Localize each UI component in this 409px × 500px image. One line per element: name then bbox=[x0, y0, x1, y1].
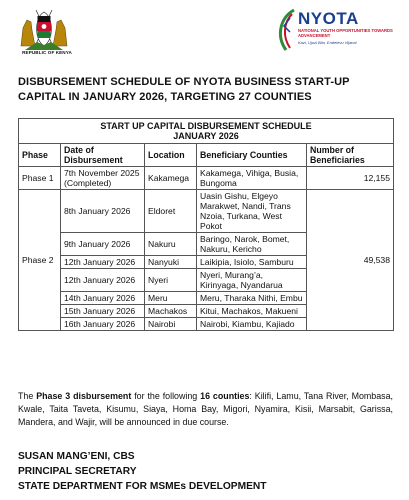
letterhead bbox=[0, 0, 409, 64]
table-caption-line2: JANUARY 2026 bbox=[173, 131, 239, 141]
location-cell: Machakos bbox=[145, 305, 197, 318]
location-cell: Eldoret bbox=[145, 190, 197, 233]
phase-cell: Phase 2 bbox=[19, 190, 61, 331]
date-cell: 14th January 2026 bbox=[61, 292, 145, 305]
location-cell: Meru bbox=[145, 292, 197, 305]
date-cell: 12th January 2026 bbox=[61, 256, 145, 269]
signatory-name: SUSAN MANG’ENI, CBS bbox=[18, 451, 135, 462]
para-bold-counties: 16 counties bbox=[200, 391, 250, 401]
disbursement-schedule-table bbox=[18, 118, 394, 331]
para-text: for the following bbox=[131, 391, 201, 401]
para-text: The bbox=[18, 391, 37, 401]
date-cell: 16th January 2026 bbox=[61, 318, 145, 331]
counties-cell: Meru, Tharaka Nithi, Embu bbox=[197, 292, 307, 305]
phase-cell: Phase 1 bbox=[19, 167, 61, 190]
para-text: : Kilifi, Lamu, Tana River, Mombasa, Kwale, Taita Taveta, Kisumu, Siaya, Homa Bay, Migori, Nyamira, Kisii, Marsabit, Garissa, Mandera, and Wajir, will be announced in due course. bbox=[18, 391, 394, 427]
header-location: Location bbox=[145, 144, 197, 167]
header-beneficiaries: Number of Beneficiaries bbox=[307, 144, 394, 167]
date-cell: 9th January 2026 bbox=[61, 233, 145, 256]
beneficiaries-cell: 12,155 bbox=[307, 167, 394, 190]
counties-cell: Kakamega, Vihiga, Busia, Bungoma bbox=[197, 167, 307, 190]
location-cell: Nanyuki bbox=[145, 256, 197, 269]
table-header-row bbox=[19, 144, 394, 167]
header-phase: Phase bbox=[19, 144, 61, 167]
table-caption-line1: START UP CAPITAL DISBURSEMENT SCHEDULE bbox=[100, 121, 312, 131]
date-cell: 15th January 2026 bbox=[61, 305, 145, 318]
location-cell: Nairobi bbox=[145, 318, 197, 331]
coat-of-arms-icon bbox=[17, 6, 71, 50]
coat-of-arms-caption: REPUBLIC OF KENYA bbox=[22, 50, 72, 55]
table-caption bbox=[19, 119, 394, 144]
beneficiaries-cell: 49,538 bbox=[307, 190, 394, 331]
header-counties: Beneficiary Counties bbox=[197, 144, 307, 167]
location-cell: Nyeri bbox=[145, 269, 197, 292]
counties-cell: Kitui, Machakos, Makueni bbox=[197, 305, 307, 318]
nyota-wordmark: NYOTA bbox=[298, 9, 359, 28]
counties-cell: Baringo, Narok, Bomet, Nakuru, Kericho bbox=[197, 233, 307, 256]
date-cell: 8th January 2026 bbox=[61, 190, 145, 233]
signatory-department: STATE DEPARTMENT FOR MSMEs DEVELOPMENT bbox=[18, 481, 267, 492]
table-row bbox=[19, 167, 394, 190]
counties-cell: Uasin Gishu, Elgeyo Marakwet, Nandi, Trans Nzoia, Turkana, West Pokot bbox=[197, 190, 307, 233]
location-cell: Kakamega bbox=[145, 167, 197, 190]
location-cell: Nakuru bbox=[145, 233, 197, 256]
nyota-subtitle: NATIONAL YOUTH OPPORTUNITIES TOWARDS ADVANCEMENT bbox=[298, 28, 393, 38]
date-cell: 12th January 2026 bbox=[61, 269, 145, 292]
header-date: Date of Disbursement bbox=[61, 144, 145, 167]
phase3-announcement bbox=[18, 390, 393, 429]
date-cell: 7th November 2025 (Completed) bbox=[61, 167, 145, 190]
para-bold-phase3: Phase 3 disbursement bbox=[36, 391, 132, 401]
counties-cell: Nyeri, Murang’a, Kirinyaga, Nyandarua bbox=[197, 269, 307, 292]
table-row bbox=[19, 190, 394, 233]
counties-cell: Laikipia, Isiolo, Samburu bbox=[197, 256, 307, 269]
table-caption-row bbox=[19, 119, 394, 144]
counties-cell: Nairobi, Kiambu, Kajiado bbox=[197, 318, 307, 331]
signature-block bbox=[18, 449, 393, 494]
document-title: DISBURSEMENT SCHEDULE OF NYOTA BUSINESS START-UP CAPITAL IN JANUARY 2026, TARGETING 27 COUNTIES bbox=[18, 76, 350, 103]
signatory-role: PRINCIPAL SECRETARY bbox=[18, 466, 137, 477]
nyota-tagline: Kazi, Ujuzi Bila, Endelevu Vijana! bbox=[298, 40, 357, 45]
